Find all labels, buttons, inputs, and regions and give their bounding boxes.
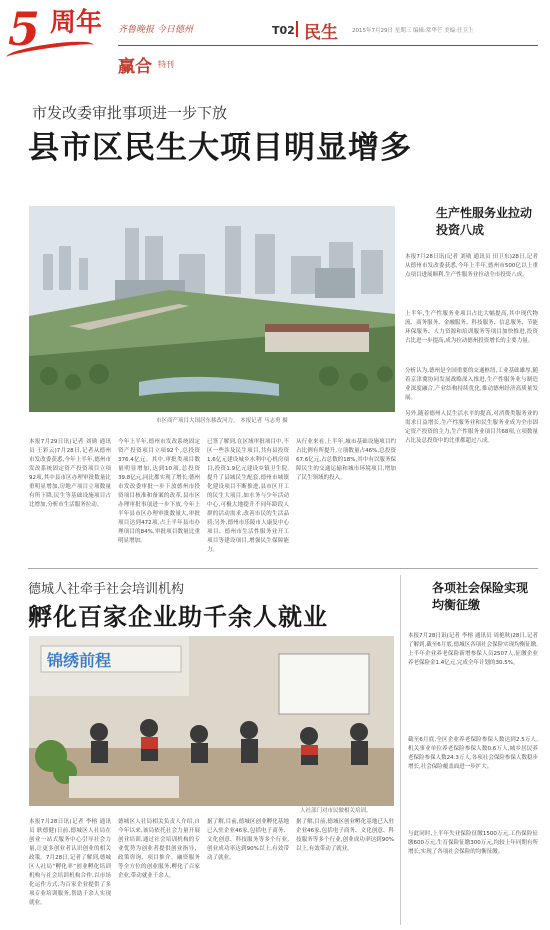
story-divider <box>28 568 538 569</box>
story1-side-col-3: 分析认为,德州是全国重要的交通枢纽,工业基础雄厚,随着京津冀协同发展战略深入推进,生产性服务业与制造业深度融合,产业结构持续优化,推动德州经济高质量发展。 <box>405 368 538 401</box>
city-skyline-photo <box>29 206 395 412</box>
story1-photo-caption: 市区商产项目大国居东移改河力。 本报记者 马志勇 摄 <box>156 418 288 424</box>
paper-name: 齐鲁晚报 今日德州 <box>118 25 193 35</box>
story1-body-col-1: 本报7月29日讯(记者 刘勋 通讯员 王彩云)7月28日,记者从德州市发改委获悉,今年上半年,德州市发改系统固定资产投资项目立项92项,其中县市区办理审批数量比重明显增加,房地产项目立项数量有所下降,民生等基础设施项目占比增加,分析市生活服务拉动。 <box>29 439 111 508</box>
training-room-illustration <box>29 636 394 806</box>
training-session-photo <box>29 636 394 806</box>
story2-side-col-3: 与此同时,上半年失业保险征缴1500万元,工伤保险征缴600万元,生育保险征缴300万元,均较上年同期有所增长,实现了各项社会保险的均衡征缴。 <box>408 831 538 855</box>
special-issue-title: 赢合 <box>118 57 152 77</box>
story1-side-col-2: 上半年,生产性服务业项目占比大幅提高,其中现代物流、商务服务、金融服务、科技服务、信息服务、节能环保服务、人力资源和培训服务等项目加快推进,投资占比进一步提高,成为拉动德州投资增长的主要力量。 <box>405 311 538 344</box>
special-issue-subtitle: 特刊 <box>158 60 174 69</box>
story1-body-col-5: 另外,随着德州人民生活水平的提高,对消费类服务业的需求日益增长,生产性服务业和民生服务业成为全市固定资产投资的主力,生产性服务业项目共68项,立项数量占比及总投资中的比重都超过八成。 <box>405 411 538 444</box>
dateline: 2015年7月29日 星期三 编辑:常华芒 美编:任卫上 <box>352 28 474 34</box>
story2-kicker: 德城人社牵手社会培训机构 <box>28 582 185 597</box>
story2-photo-caption: 人社部门对市民做相关培训。 <box>300 808 372 814</box>
story1-headline: 县市区民生大项目明显增多 <box>28 130 412 166</box>
sign-text: 锦绣前程 <box>47 651 112 670</box>
story2-side-col-1: 本报7月28日讯(记者 李榕 通讯员 周艳秋)28日,记者了解到,截至6月底,德城区各项社会保险实现均衡征缴,上半年企业养老保险新增参保人员2507人,征缴企业养老保险金1.4亿元,完成全年计划的30.5%。 <box>408 633 538 666</box>
story2-subhead: 各项社会保险实现均衡征缴 <box>432 581 529 613</box>
story1-body-col-2: 今年上半年,德州市发改系统固定资产投资项目立项92个,总投资376.4亿元。其中,审批类项目数量明显增加,达到10项,总投资39.8亿元,同比都实现了增长;德州市发改委审批一步下放德州市投资项目核准和备案的改革,县市区办理审批事项进一步下放,今年上半年县市区办理审批数量大,审批项目达到472项,占上半年县市办理项目的84%,审批项目数量比重明显增加。 <box>118 439 200 544</box>
anniversary-logo-number: 5 <box>8 2 41 56</box>
section-bar <box>296 21 298 37</box>
story1-body-col-4: 从行业来看,上半年,城市基础设施项目约占比例有所提升,立项数量占46%,总投资67.6亿元,占总数的18%,其中有以服务保障民生的交通运输和城市环境项目,增加了民生领域的投入。 <box>296 439 396 481</box>
page-number: T02 <box>272 24 295 37</box>
story2-body-col-2: 德城区人社局相关负责人介绍,自今年以来,该局依托社会力量开展创业培训,通过社会培训机构的专业优势为创业者提供创业指导、政策咨询、项目推介、融资服务等全方位的创业服务,孵化了百家企业,带动就业千余人。 <box>118 819 200 879</box>
story1-kicker: 市发改委审批事项进一步下放 <box>32 104 228 122</box>
story2-body-col-3: 据了解,目前,德城区创业孵化基地已入驻企业46家,包括电子商务、文化创意、科技服务等多个行业,创业成功率达到90%以上,有效带动了就业。 <box>207 819 289 861</box>
story1-body-col-3: 已签了解到,在区域审批项目中,不区一些涉及民生项目,共有县投资1.6亿元建设城乡水利中心机房项目,投资1.9亿元建设乡镇卫生院,提升了县城民生配套,德州市城镇化建设项目不断推进,县市区开工的民生大项目,如水务与少年活动中心,可极大地提升不同年龄段人群的活动需求,改善市民的生活品质;另外,德州市乐陵市人康复中心项目、德州市生活性服务业开工项目等建设项目,增强民生保障能力。 <box>207 439 289 553</box>
section-name: 民生 <box>304 23 338 43</box>
city-skyline-illustration <box>29 206 395 412</box>
story1-subhead: 生产性服务业拉动投资八成 <box>436 206 533 238</box>
column-separator <box>400 575 401 925</box>
story2-headline: 孵化百家企业助千余人就业 <box>28 602 328 631</box>
story1-side-col-1: 本报7月28日讯(记者 刘勋 通讯员 田卫东)28日,记者从德州市发改委获悉,今年上半年,德州市500亿以上重点项目进展顺利,生产性服务业拉动全市投资八成。 <box>405 254 538 278</box>
header-rule <box>118 45 538 46</box>
story2-side-col-2: 截至6月底,全区企业养老保险参保人数达到2.5万人,机关事业单位养老保险参保人数0.6万人,城乡居民养老保险参保人数24.3万人,各项社会保险参保人数稳步增长,社会保险覆盖面进一步扩大。 <box>408 737 538 770</box>
anniversary-logo-text: 周年 <box>50 8 103 38</box>
story2-body-col-4: 据了解,目前,德城区创业孵化基地已入驻企业46家,包括电子商务、文化创意、科技服务等多个行业,创业成功率达到90%以上,有效带动了就业。 <box>296 819 394 852</box>
story2-body-col-1: 本报7月28日讯(记者 李榕 通讯员 耿德健)日前,德城区人社局在创业一站式服务中心引导社会力量,让更多创业者认识创业的相关政策。7月28日,记者了解到,德城区人社局“孵化率”创业孵化培训机构与社会培训机构合作,以市场化运作方式,为百家企业提供了多项专业培训服务,帮助千余人实现就业。 <box>29 819 111 906</box>
